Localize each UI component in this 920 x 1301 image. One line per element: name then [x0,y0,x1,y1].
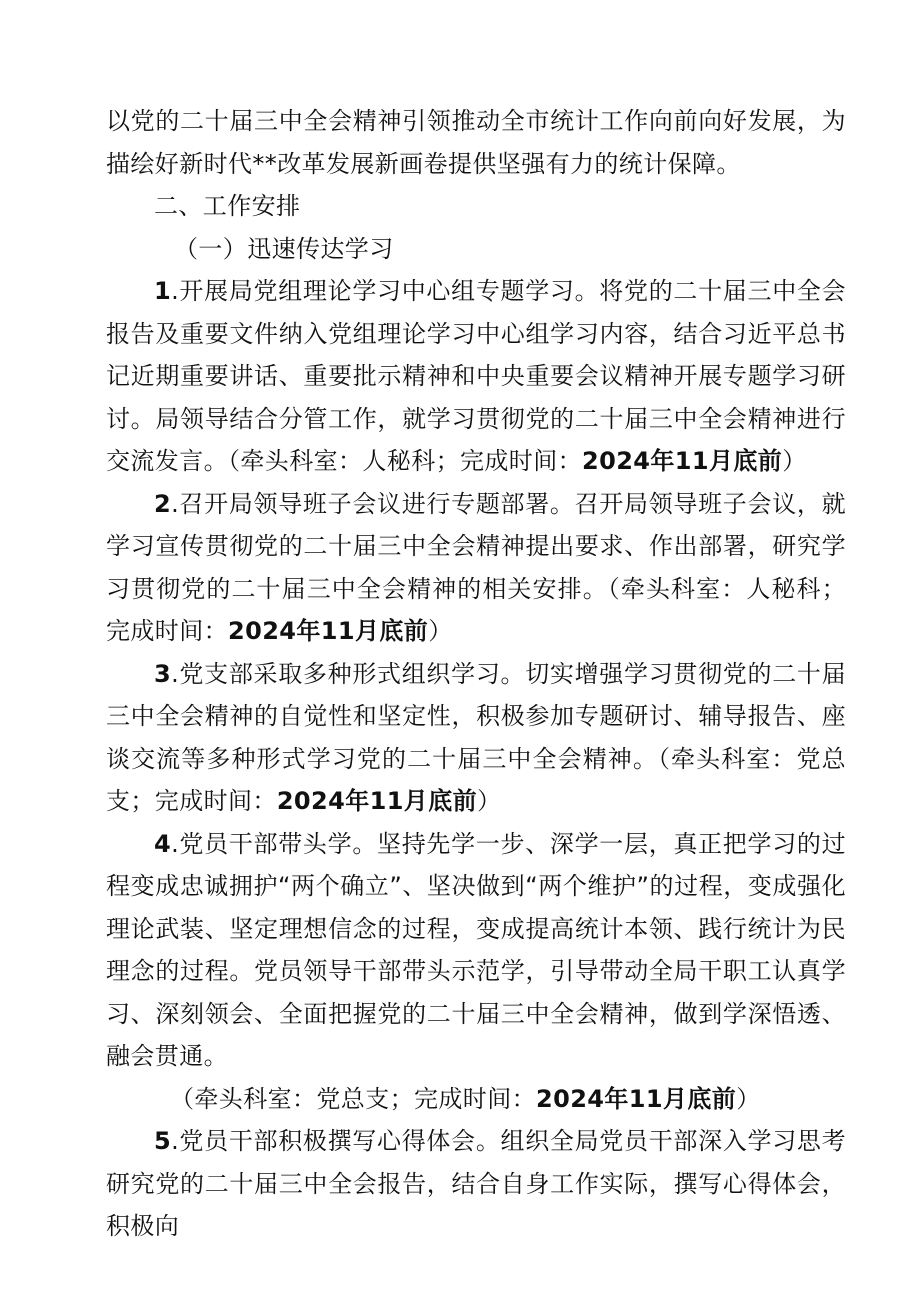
item-3-close: ） [477,787,502,815]
item-4-note-text: （牵头科室：党总支；完成时间： [170,1084,536,1113]
item-1-number: 1 [154,277,172,305]
intro-text: 以党的二十届三中全会精神引领推动全市统计工作向前向好发展，为描绘好新时代**改革发展新画卷提供坚强有力的统计保障。 [106,107,846,178]
intro-paragraph [106,100,846,185]
item-2-text: .召开局领导班子会议进行专题部署。召开局领导班子会议，就学习宣传贯彻党的二十届三中全会精神提出要求、作出部署，研究学习贯彻党的二十届三中全会精神的相关安排。（牵头科室：人秘科；完成时间： [106,489,846,645]
item-1-text: .开展局党组理论学习中心组专题学习。将党的二十届三中全会报告及重要文件纳入党组理论学习中心组学习内容，结合习近平总书记近期重要讲话、重要批示精神和中央重要会议精神开展专题学习研讨。局领导结合分管工作，就学习贯彻党的二十届三中全会精神进行交流发言。（牵头科室：人秘科；完成时间： [106,277,846,475]
item-1-paragraph [106,270,846,483]
item-3-date: 2024年11月底前 [276,787,478,815]
item-4-note-date: 2024年11月底前 [536,1084,737,1113]
item-5-number: 5 [154,1127,172,1155]
subsection-heading [106,228,846,271]
item-4-number: 4 [154,829,172,858]
item-5-paragraph [106,1120,846,1248]
item-1-date: 2024年11月底前 [582,447,783,475]
section-heading [106,185,846,228]
item-5-text: .党员干部积极撰写心得体会。组织全局党员干部深入学习思考研究党的二十届三中全会报告，结合自身工作实际，撰写心得体会，积极向 [106,1127,846,1240]
subsection-heading-text: （一）迅速传达学习 [174,234,394,263]
item-2-paragraph [106,483,846,653]
item-3-paragraph [106,653,846,823]
item-1-close: ） [782,447,807,475]
item-4-note [106,1078,846,1121]
item-4-text: .党员干部带头学。坚持先学一步、深学一层，真正把学习的过程变成忠诚拥护“两个确立”、坚决做到“两个维护”的过程，变成强化理论武装、坚定理想信念的过程，变成提高统计本领、践行统计为民理念的过程。党员领导干部带头示范学，引导带动全局干职工认真学习、深刻领会、全面把握党的二十届三中全会精神，做到学深悟透、融会贯通。 [106,829,846,1070]
item-3-number: 3 [154,659,172,688]
item-2-close: ） [428,617,453,645]
item-3-text: .党支部采取多种形式组织学习。切实增强学习贯彻党的二十届三中全会精神的自觉性和坚定性，积极参加专题研讨、辅导报告、座谈交流等多种形式学习党的二十届三中全会精神。（牵头科室：党总支；完成时间： [106,659,846,815]
item-2-number: 2 [154,489,172,518]
document-body [106,100,846,1248]
item-4-paragraph [106,823,846,1078]
item-4-note-close: ） [736,1084,761,1113]
item-2-date: 2024年11月底前 [228,617,429,645]
section-heading-text: 二、工作安排 [154,192,301,220]
